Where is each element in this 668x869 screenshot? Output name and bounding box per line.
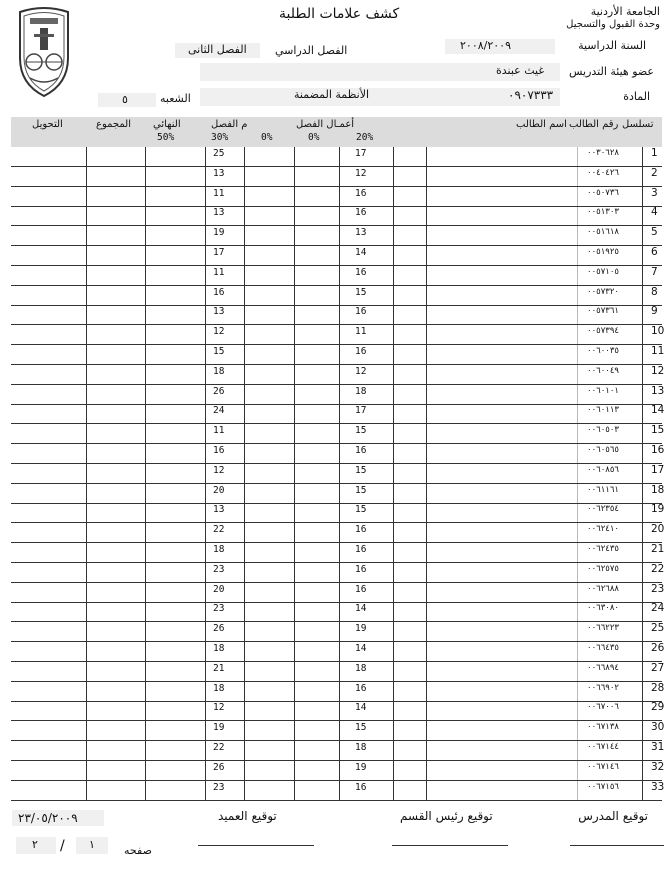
footer-divider	[11, 800, 662, 801]
col-midterm: م الفصل	[211, 119, 248, 130]
row-student-id: ٠٠٦٠٥٠٣	[587, 425, 619, 436]
table-row	[11, 187, 662, 207]
row-coursework: 16	[355, 563, 367, 575]
table-row	[11, 681, 665, 702]
row-coursework: 16	[355, 207, 367, 219]
col-total: المجموع	[96, 119, 131, 130]
course-name: الأنظمة المضمنة	[294, 88, 370, 101]
row-student-id: ٠٠٤٠٤٢٦	[587, 167, 619, 178]
row-midterm: 16	[213, 445, 225, 456]
row-midterm: 18	[213, 643, 225, 654]
row-midterm: 25	[213, 148, 225, 159]
row-coursework: 14	[355, 702, 367, 714]
row-coursework: 16	[355, 306, 367, 318]
table-row	[11, 721, 665, 741]
row-coursework: 19	[355, 623, 367, 635]
table-row	[11, 286, 662, 306]
semester-label: الفصل الدراسي	[275, 44, 348, 57]
row-student-id: ٠٠٦٠٥٦٥	[587, 445, 619, 455]
row-seq: 27	[651, 661, 665, 674]
head-signature-line	[392, 845, 508, 846]
row-seq: 33	[651, 780, 665, 793]
row-student-id: ٠٠٥٠٧٣٦	[587, 187, 619, 198]
row-midterm: 22	[213, 742, 225, 753]
course-label: المادة	[623, 90, 650, 103]
col-student-name: اسم الطالب	[516, 119, 567, 130]
row-coursework: 15	[355, 286, 367, 298]
page-separator: /	[60, 838, 65, 854]
row-seq: 26	[651, 642, 665, 654]
table-row	[11, 582, 665, 603]
row-midterm: 26	[213, 623, 225, 635]
row-coursework: 16	[355, 445, 367, 456]
row-student-id: ٠٠٦٦٨٩٤	[587, 662, 619, 673]
row-student-id: ٠٠٦٢٦٨٨	[587, 583, 619, 594]
row-coursework: 13	[355, 227, 367, 239]
row-coursework: 16	[355, 524, 367, 536]
table-row	[11, 780, 665, 801]
row-coursework: 15	[355, 484, 367, 496]
row-coursework: 19	[355, 761, 367, 773]
row-seq: 5	[651, 226, 658, 239]
row-student-id: ٠٠٦٧١٤٦	[587, 761, 619, 772]
row-student-id: ٠٠٦٢٤١٠	[587, 524, 619, 535]
row-midterm: 19	[213, 227, 225, 239]
table-row	[11, 266, 662, 286]
table-row	[11, 642, 665, 662]
col-coursework: أعمـال الفصل	[296, 119, 355, 130]
row-midterm: 15	[213, 346, 225, 357]
row-midterm: 13	[213, 504, 225, 516]
row-student-id: ٠٠٦١١٦١	[587, 484, 619, 495]
row-student-id: ٠٠٦٧٠٠٦	[587, 702, 619, 713]
row-student-id: ٠٠٦٧١٤٤	[587, 742, 619, 752]
row-student-id: ٠٠٦٦٤٣٥	[587, 643, 619, 653]
semester-value: الفصل الثانى	[188, 43, 247, 56]
row-student-id: ٠٠٥١٣٠٣	[587, 207, 619, 218]
row-midterm: 13	[213, 306, 225, 318]
row-seq: 6	[651, 246, 658, 258]
row-coursework: 16	[355, 781, 367, 793]
row-student-id: ٠٠٥٧١٠٥	[587, 266, 619, 277]
table-row	[11, 384, 665, 405]
row-coursework: 14	[355, 247, 367, 258]
row-coursework: 12	[355, 365, 367, 377]
head-signature-label: توقيع رئيس القسم	[400, 809, 493, 823]
row-coursework: 14	[355, 643, 367, 654]
row-student-id: ٠٠٦٢٤٣٥	[587, 544, 619, 554]
table-row	[11, 543, 665, 563]
row-student-id: ٠٠٦٧١٣٨	[587, 722, 619, 733]
row-midterm: 23	[213, 603, 225, 615]
col-student-id: رقم الطالب	[569, 119, 619, 130]
teacher-signature-line	[570, 845, 664, 846]
row-seq: 7	[651, 265, 658, 278]
row-midterm: 23	[213, 563, 225, 575]
row-coursework: 16	[355, 682, 367, 694]
report-date: ٢٣/٠٥/٢٠٠٩	[18, 811, 78, 825]
table-row	[11, 147, 662, 167]
row-coursework: 18	[355, 662, 367, 674]
page-total: ٢	[32, 838, 38, 851]
row-midterm: 18	[213, 544, 225, 555]
col-zero-b: 0%	[261, 132, 273, 143]
table-row	[11, 246, 662, 266]
row-student-id: ٠٠٦٢٥٧٥	[587, 563, 619, 574]
row-midterm: 26	[213, 385, 225, 397]
dean-signature-label: توقيع العميد	[218, 809, 277, 823]
dean-signature-line	[198, 845, 314, 846]
row-seq: 25	[651, 622, 665, 635]
col-transfer: التحويل	[32, 119, 63, 130]
row-seq: 32	[651, 760, 665, 773]
row-coursework: 16	[355, 544, 367, 555]
row-student-id: ٠٠٦٢٣٥٤	[587, 504, 619, 515]
row-student-id: ٠٠٥١٦١٨	[587, 227, 619, 238]
row-student-id: ٠٠٦٠٠٣٥	[587, 346, 619, 356]
row-midterm: 16	[213, 286, 225, 298]
row-midterm: 21	[213, 662, 225, 674]
row-student-id: ٠٠٣٠٦٢٨	[587, 148, 619, 158]
table-row	[11, 206, 662, 226]
table-row	[11, 622, 665, 642]
row-student-id: ٠٠٥٧٣٢٠	[587, 286, 619, 297]
row-seq: 2	[651, 166, 658, 179]
row-coursework: 18	[355, 742, 367, 753]
row-seq: 12	[651, 364, 665, 377]
row-midterm: 20	[213, 583, 225, 595]
row-midterm: 26	[213, 761, 225, 773]
table-row	[11, 741, 665, 761]
row-midterm: 12	[213, 326, 225, 338]
row-seq: 21	[651, 543, 665, 555]
row-seq: 30	[651, 721, 665, 734]
row-seq: 10	[651, 325, 665, 338]
table-row	[11, 760, 665, 781]
row-student-id: ٠٠٥٧٣٦١	[587, 306, 619, 317]
row-student-id: ٠٠٦٠١١٣	[587, 405, 619, 416]
row-coursework: 15	[355, 425, 367, 437]
col-final-pct: 50%	[157, 132, 175, 143]
col-final: النهائي	[153, 119, 181, 130]
row-seq: 17	[651, 463, 665, 476]
table-row	[11, 404, 665, 424]
university-name: الجامعة الأردنية	[590, 5, 660, 18]
row-coursework: 16	[355, 583, 367, 595]
row-seq: 20	[651, 523, 665, 536]
row-coursework: 18	[355, 385, 367, 397]
row-midterm: 12	[213, 702, 225, 714]
table-row	[11, 562, 665, 583]
table-row	[11, 444, 665, 464]
table-row	[11, 503, 665, 523]
row-seq: 8	[651, 285, 658, 298]
row-midterm: 13	[213, 207, 225, 219]
instructor-label: عضو هيئة التدريس	[568, 65, 654, 78]
row-seq: 22	[651, 562, 665, 575]
page-title: كشف علامات الطلبة	[279, 6, 400, 22]
row-seq: 29	[651, 701, 665, 714]
row-coursework: 14	[355, 603, 367, 615]
col-midterm-pct: 30%	[211, 132, 229, 143]
table-row	[11, 661, 665, 682]
row-midterm: 23	[213, 781, 225, 793]
col-coursework-pct: 20%	[356, 132, 374, 143]
row-seq: 15	[651, 424, 665, 437]
table-row	[11, 305, 662, 325]
row-midterm: 20	[213, 484, 225, 496]
row-coursework: 16	[355, 346, 367, 357]
col-zero-a: 0%	[308, 132, 320, 143]
row-coursework: 17	[355, 148, 367, 159]
row-coursework: 16	[355, 266, 367, 278]
row-student-id: ٠٠٦٠١٠١	[587, 385, 619, 396]
row-midterm: 24	[213, 405, 225, 417]
row-seq: 1	[651, 147, 658, 159]
row-seq: 3	[651, 186, 658, 199]
row-seq: 18	[651, 483, 665, 496]
row-midterm: 19	[213, 722, 225, 734]
table-row	[11, 483, 665, 504]
teacher-signature-label: توقيع المدرس	[578, 809, 648, 823]
row-seq: 11	[651, 345, 665, 357]
row-midterm: 11	[213, 425, 225, 437]
row-midterm: 17	[213, 247, 225, 258]
row-coursework: 17	[355, 405, 367, 417]
row-coursework: 15	[355, 464, 367, 476]
row-student-id: ٠٠٦٦٢٢٣	[587, 623, 619, 634]
row-student-id: ٠٠٦٣٠٨٠	[587, 603, 619, 614]
row-seq: 23	[651, 582, 665, 595]
row-coursework: 15	[355, 722, 367, 734]
row-coursework: 16	[355, 187, 367, 199]
table-row	[11, 226, 662, 246]
row-student-id: ٠٠٦٠٠٤٩	[587, 365, 619, 376]
table-row	[11, 463, 665, 484]
registration-unit: وحدة القبول والتسجيل	[566, 19, 660, 30]
section-value: ٥	[122, 93, 128, 106]
row-midterm: 11	[213, 187, 225, 199]
col-seq: تسلسل	[622, 119, 654, 130]
university-seal-logo	[16, 6, 72, 98]
table-row	[11, 325, 665, 345]
row-student-id: ٠٠٥١٩٢٥	[587, 247, 619, 257]
row-student-id: ٠٠٥٧٣٩٤	[587, 326, 619, 337]
row-seq: 28	[651, 681, 665, 694]
row-seq: 31	[651, 741, 665, 753]
table-row	[11, 364, 665, 385]
row-seq: 16	[651, 444, 665, 456]
row-seq: 13	[651, 384, 665, 397]
row-midterm: 22	[213, 524, 225, 536]
row-midterm: 18	[213, 682, 225, 694]
academic-year-value: ٢٠٠٨/٢٠٠٩	[460, 39, 511, 52]
row-midterm: 13	[213, 167, 225, 179]
row-seq: 19	[651, 503, 665, 516]
page-label: صفحه	[124, 844, 152, 857]
row-student-id: ٠٠٦٠٨٥٦	[587, 464, 619, 475]
page-current: ١	[89, 838, 95, 851]
academic-year-label: السنة الدراسية	[578, 39, 646, 52]
course-code: ٠٩٠٧٣٣٣	[508, 88, 554, 102]
row-midterm: 12	[213, 464, 225, 476]
table-row	[11, 701, 665, 721]
row-coursework: 15	[355, 504, 367, 516]
instructor-value: غيث عبندة	[496, 64, 545, 77]
table-row	[11, 602, 665, 622]
row-midterm: 18	[213, 365, 225, 377]
row-midterm: 11	[213, 266, 225, 278]
course-box	[200, 88, 560, 106]
row-coursework: 11	[355, 326, 367, 338]
table-row	[11, 523, 665, 543]
row-seq: 24	[651, 602, 665, 615]
row-student-id: ٠٠٦٦٩٠٢	[587, 682, 619, 693]
row-coursework: 12	[355, 167, 367, 179]
table-row	[11, 424, 665, 444]
row-seq: 14	[651, 404, 665, 417]
row-student-id: ٠٠٦٧١٥٦	[587, 781, 619, 792]
table-row	[11, 167, 662, 187]
row-seq: 9	[651, 305, 658, 318]
section-label: الشعبه	[160, 92, 191, 105]
table-row	[11, 345, 665, 365]
row-seq: 4	[651, 206, 658, 219]
